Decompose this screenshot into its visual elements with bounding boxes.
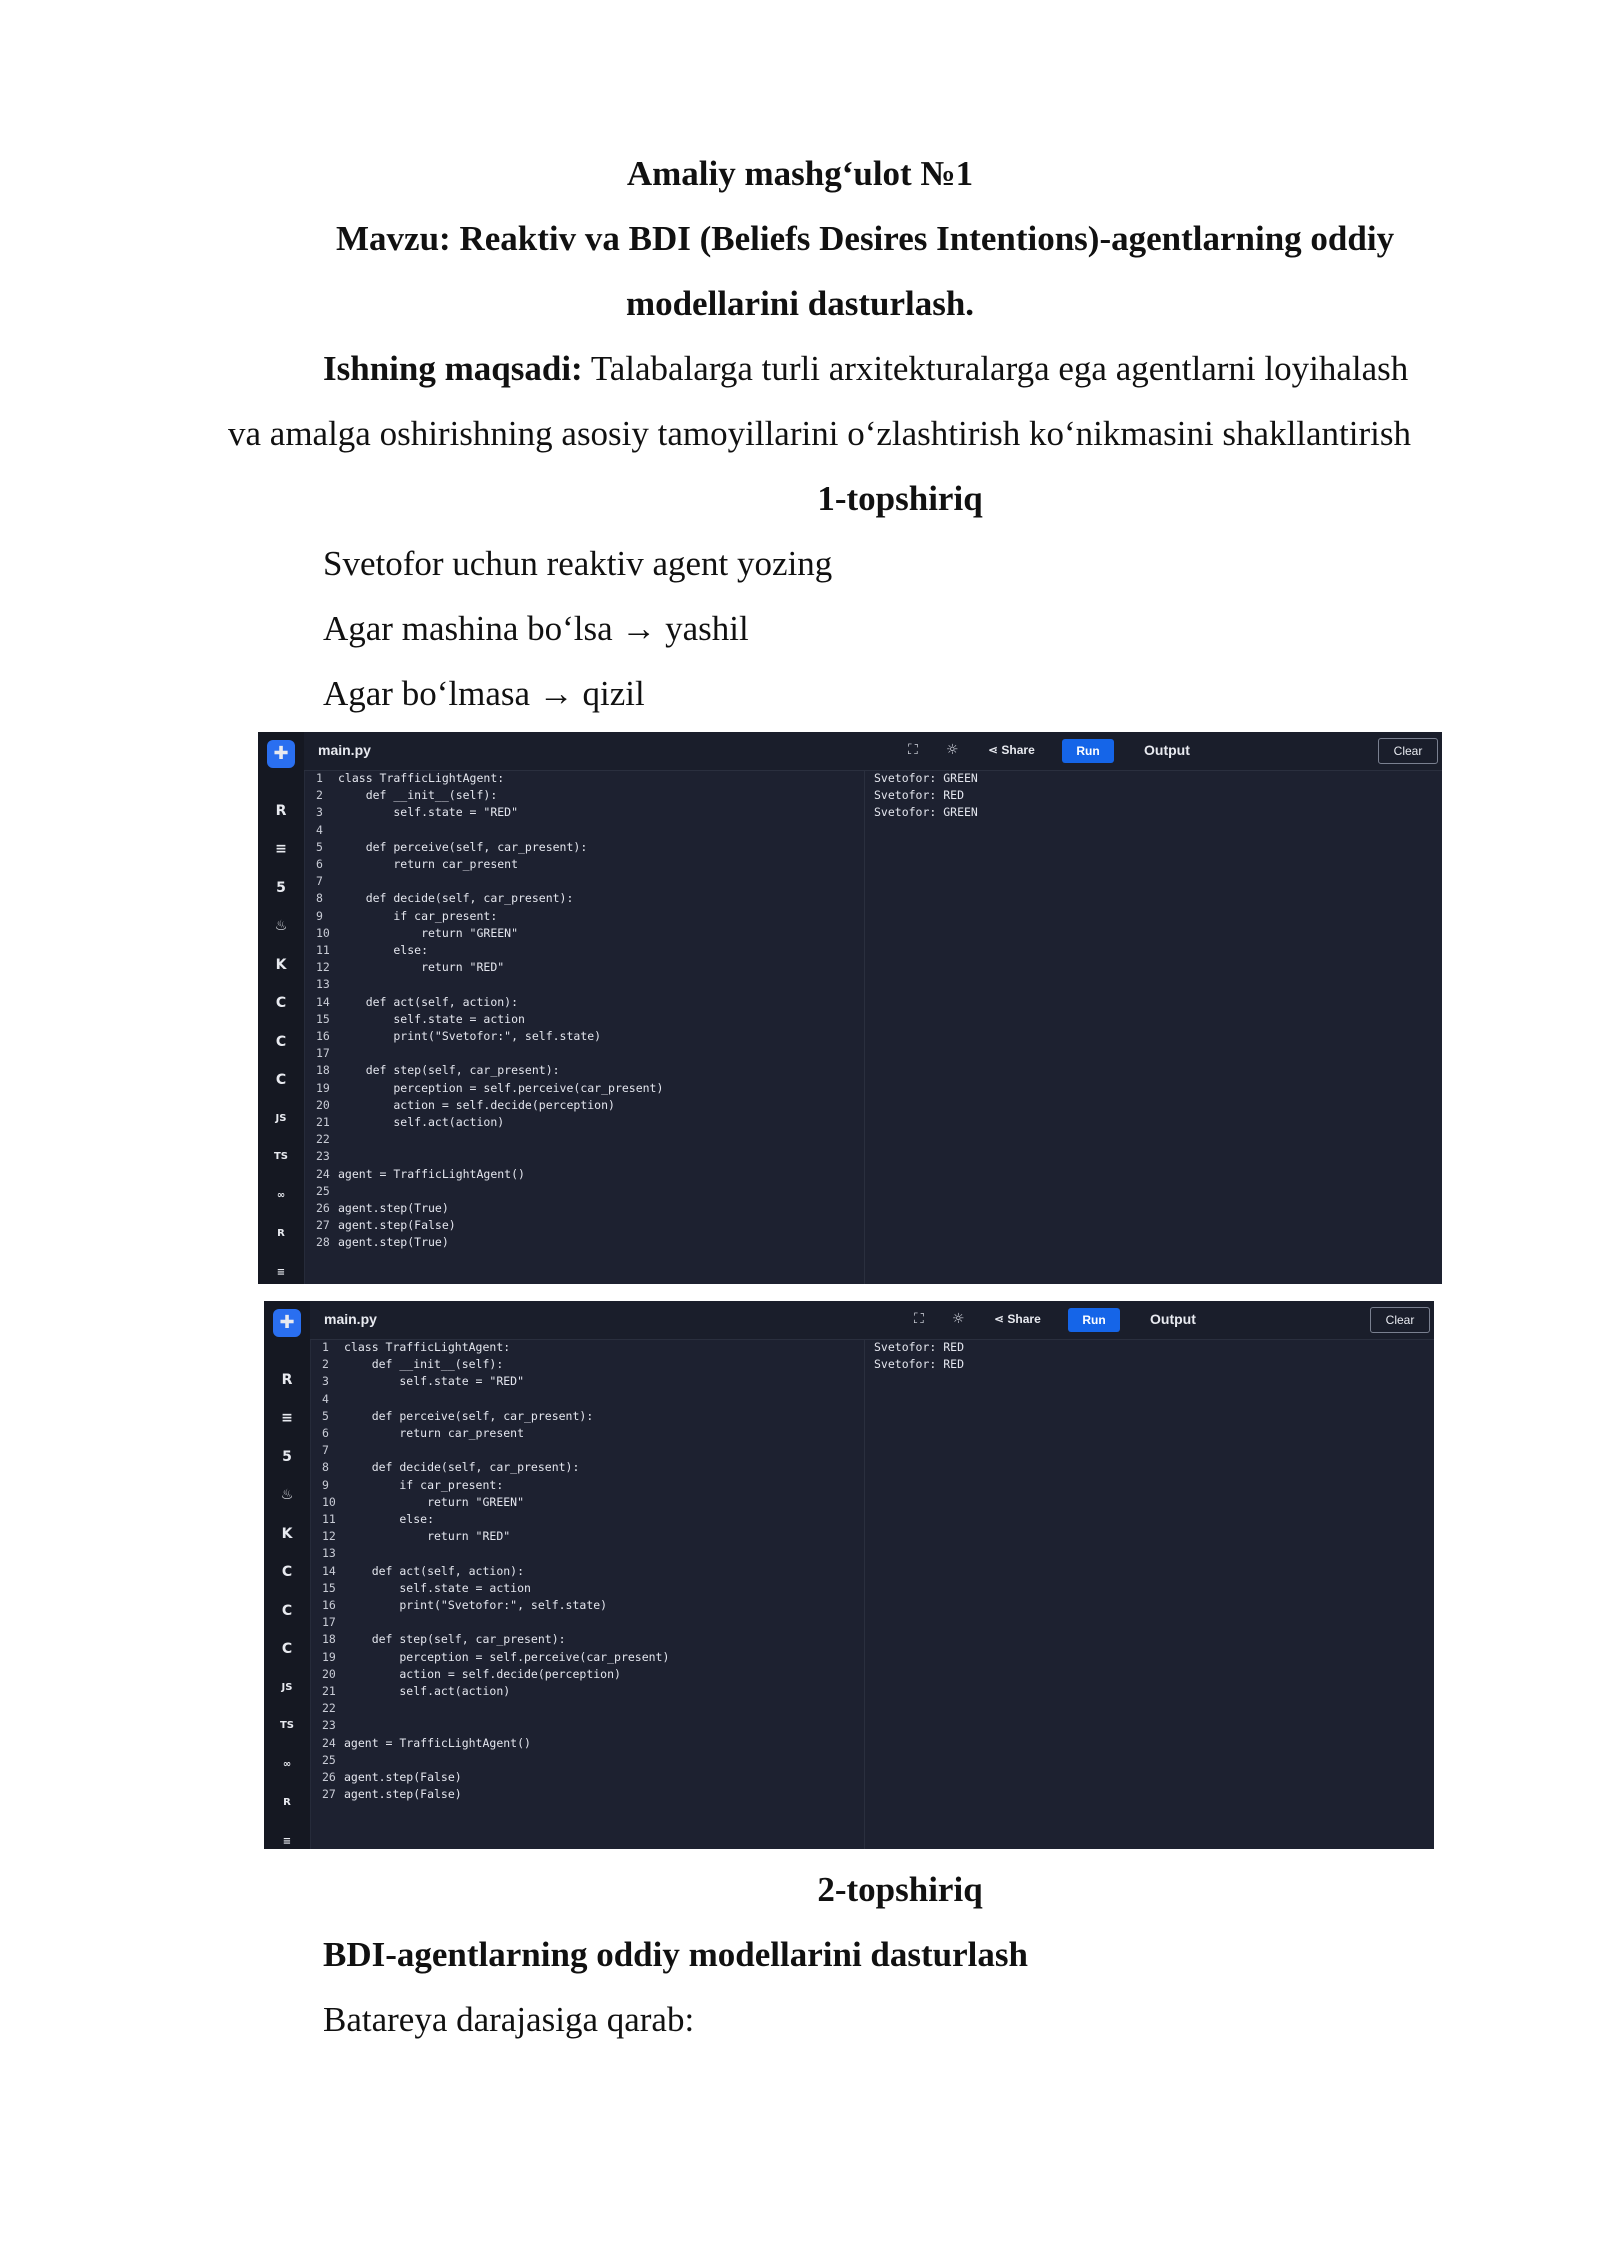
- code-line: [316, 1062, 663, 1079]
- rust-icon[interactable]: R: [277, 1228, 285, 1239]
- code-line: [322, 1528, 669, 1545]
- line-number: 2: [322, 1357, 329, 1372]
- database-icon[interactable]: ≡: [282, 1835, 292, 1847]
- database-icon[interactable]: ≡: [276, 1266, 286, 1278]
- code-line: [322, 1356, 669, 1373]
- output-area: [874, 1339, 964, 1373]
- code-text: agent = TrafficLightAgent(): [344, 1735, 531, 1750]
- cpp-icon[interactable]: C: [275, 1033, 287, 1050]
- ts-icon[interactable]: TS: [279, 1720, 295, 1731]
- code-line: [322, 1735, 669, 1752]
- output-area: [874, 770, 978, 822]
- line-number: 12: [316, 960, 330, 975]
- code-line: [322, 1373, 669, 1390]
- line-number: 6: [316, 857, 323, 872]
- code-line: [316, 873, 663, 890]
- theme-toggle-icon[interactable]: ☼: [946, 742, 959, 758]
- line-number: 14: [316, 994, 330, 1009]
- theme-toggle-icon[interactable]: ☼: [952, 1311, 965, 1327]
- task2-heading: 2-topshiriq: [817, 1870, 983, 1909]
- code-editor-screenshot-1: [258, 732, 1442, 1284]
- code-line: [316, 959, 663, 976]
- task1-line-1: Svetofor uchun reaktiv agent yozing: [323, 544, 833, 583]
- code-line: [322, 1717, 669, 1734]
- code-line: [322, 1769, 669, 1786]
- code-line: [316, 1183, 663, 1200]
- code-text: return "RED": [344, 1529, 511, 1544]
- ts-icon[interactable]: TS: [273, 1151, 289, 1162]
- html-icon[interactable]: 5: [282, 1448, 292, 1465]
- line-number: 12: [322, 1529, 336, 1544]
- code-text: agent.step(False): [344, 1787, 462, 1802]
- code-text: self.state = action: [344, 1580, 531, 1595]
- code-line: [316, 1011, 663, 1028]
- code-text: return car_present: [338, 857, 519, 872]
- code-text: perception = self.perceive(car_present): [338, 1080, 664, 1095]
- code-line: [322, 1408, 669, 1425]
- output-line: Svetofor: RED: [874, 788, 965, 803]
- code-text: self.act(action): [338, 1115, 505, 1130]
- code-text: def perceive(self, car_present):: [344, 1408, 594, 1423]
- line-number: 10: [322, 1494, 336, 1509]
- line-number: 3: [316, 805, 323, 820]
- code-line: [316, 1114, 663, 1131]
- line-number: 6: [322, 1426, 329, 1441]
- code-line: [322, 1666, 669, 1683]
- line-number: 13: [316, 977, 330, 992]
- code-line: [322, 1442, 669, 1459]
- code-line: [316, 976, 663, 993]
- line-number: 2: [316, 788, 323, 803]
- code-text: def decide(self, car_present):: [344, 1460, 580, 1475]
- line-number: 13: [322, 1546, 336, 1561]
- code-line: [322, 1786, 669, 1803]
- code-text: self.state = action: [338, 1011, 525, 1026]
- code-text: self.state = "RED": [344, 1374, 525, 1389]
- code-text: return "RED": [338, 960, 505, 975]
- page-title: Amaliy mashg‘ulot №1: [626, 154, 974, 193]
- goal-line-1: [323, 347, 1408, 391]
- line-number: 3: [322, 1374, 329, 1389]
- code-line: [322, 1580, 669, 1597]
- code-line: [316, 1080, 663, 1097]
- js-icon[interactable]: JS: [275, 1112, 287, 1124]
- code-line: [322, 1477, 669, 1494]
- line-number: 21: [316, 1115, 330, 1130]
- editor-toolbar: [310, 1301, 1434, 1340]
- pane-divider: [864, 770, 865, 1284]
- kotlin-icon[interactable]: K: [281, 1525, 293, 1542]
- line-number: 4: [316, 822, 323, 837]
- code-area[interactable]: [316, 770, 663, 1252]
- code-text: agent.step(True): [338, 1201, 449, 1216]
- line-number: 24: [316, 1166, 330, 1181]
- task2-subheading: BDI-agentlarning oddiy modellarini dasturlash: [323, 1935, 1028, 1974]
- code-text: def decide(self, car_present):: [338, 891, 574, 906]
- c-icon[interactable]: C: [275, 995, 287, 1011]
- code-line: [322, 1563, 669, 1580]
- code-text: action = self.decide(perception): [338, 1097, 615, 1112]
- code-editor-screenshot-2: [264, 1301, 1434, 1849]
- line-number: 18: [316, 1063, 330, 1078]
- line-number: 9: [322, 1477, 329, 1492]
- share-icon: ⋖: [994, 1312, 1008, 1326]
- line-number: 26: [322, 1770, 336, 1785]
- line-number: 8: [322, 1460, 329, 1475]
- code-line: [316, 822, 663, 839]
- output-line: Svetofor: RED: [874, 1357, 965, 1372]
- line-number: 1: [322, 1340, 329, 1354]
- code-line: [316, 1045, 663, 1062]
- code-line: [316, 1028, 663, 1045]
- task1-line-2: Agar mashina bo‘lsa → yashil: [323, 609, 749, 648]
- code-text: return "GREEN": [338, 925, 519, 940]
- share-button[interactable]: [988, 743, 1035, 757]
- task2-line-1: Batareya darajasiga qarab:: [323, 2000, 695, 2039]
- topic-line-1: Mavzu: Reaktiv va BDI (Beliefs Desires Intentions)-agentlarning oddiy: [336, 219, 1395, 258]
- code-line: [322, 1752, 669, 1769]
- code-text: else:: [344, 1512, 435, 1527]
- code-area[interactable]: [322, 1339, 669, 1803]
- line-number: 15: [322, 1580, 336, 1595]
- code-line: [316, 1097, 663, 1114]
- line-number: 20: [316, 1097, 330, 1112]
- html-icon[interactable]: 5: [276, 879, 286, 896]
- code-text: class TrafficLightAgent:: [338, 771, 505, 785]
- share-button[interactable]: [994, 1312, 1041, 1326]
- line-number: 5: [322, 1408, 329, 1423]
- code-text: return "GREEN": [344, 1494, 525, 1509]
- editor-toolbar: [304, 732, 1442, 771]
- code-text: perception = self.perceive(car_present): [344, 1649, 670, 1664]
- line-number: 15: [316, 1011, 330, 1026]
- clear-button[interactable]: Clear: [1370, 1307, 1430, 1333]
- line-number: 11: [322, 1512, 336, 1527]
- topic-line-2: modellarini dasturlash.: [625, 284, 975, 323]
- go-icon[interactable]: ∞: [282, 1758, 292, 1770]
- c-icon[interactable]: C: [281, 1564, 293, 1580]
- line-number: 21: [322, 1684, 336, 1699]
- python-logo-icon[interactable]: ✚: [273, 1309, 301, 1337]
- code-line: [316, 804, 663, 821]
- share-icon: ⋖: [988, 743, 1002, 757]
- line-number: 27: [316, 1218, 330, 1233]
- java-icon[interactable]: ♨: [280, 1487, 294, 1503]
- code-line: [322, 1459, 669, 1476]
- clear-button[interactable]: Clear: [1378, 738, 1438, 764]
- code-text: if car_present:: [338, 908, 498, 923]
- code-line: [316, 1148, 663, 1165]
- language-sidebar: [264, 1301, 311, 1849]
- line-number: 23: [322, 1718, 336, 1733]
- code-line: [316, 1131, 663, 1148]
- code-text: if car_present:: [344, 1477, 504, 1492]
- line-number: 16: [322, 1598, 336, 1613]
- line-number: 7: [322, 1443, 329, 1458]
- code-line: [322, 1631, 669, 1648]
- file-tab[interactable]: main.py: [324, 1311, 377, 1327]
- code-text: def __init__(self):: [344, 1357, 504, 1372]
- line-number: 10: [316, 925, 330, 940]
- sql-icon[interactable]: ≡: [281, 1410, 293, 1426]
- rust-icon[interactable]: R: [283, 1797, 291, 1808]
- output-title: Output: [1144, 742, 1190, 758]
- code-line: [316, 942, 663, 959]
- code-line: [322, 1545, 669, 1562]
- code-text: def __init__(self):: [338, 788, 498, 803]
- code-text: def act(self, action):: [338, 994, 519, 1009]
- pane-divider: [864, 1339, 865, 1849]
- code-line: [316, 925, 663, 942]
- fullscreen-icon[interactable]: ⛶: [908, 742, 918, 758]
- code-line: [322, 1649, 669, 1666]
- line-number: 19: [316, 1080, 330, 1095]
- r-icon[interactable]: R: [281, 1371, 293, 1388]
- cpp-icon[interactable]: C: [281, 1602, 293, 1619]
- code-text: print("Svetofor:", self.state): [344, 1598, 608, 1613]
- go-icon[interactable]: ∞: [276, 1189, 286, 1201]
- line-number: 24: [322, 1735, 336, 1750]
- line-number: 5: [316, 839, 323, 854]
- code-line: [316, 1234, 663, 1251]
- code-line: [322, 1425, 669, 1442]
- code-text: agent.step(False): [338, 1218, 456, 1233]
- code-line: [322, 1700, 669, 1717]
- line-number: 20: [322, 1666, 336, 1681]
- share-label: Share: [1001, 743, 1035, 757]
- code-text: def step(self, car_present):: [344, 1632, 566, 1647]
- task1-heading: 1-topshiriq: [817, 479, 983, 518]
- output-line: Svetofor: RED: [874, 1340, 965, 1354]
- line-number: 28: [316, 1235, 330, 1250]
- code-line: [322, 1494, 669, 1511]
- python-logo-icon[interactable]: ✚: [267, 740, 295, 768]
- line-number: 26: [316, 1201, 330, 1216]
- line-number: 19: [322, 1649, 336, 1664]
- line-number: 9: [316, 908, 323, 923]
- code-line: [322, 1683, 669, 1700]
- run-button[interactable]: Run: [1068, 1308, 1120, 1332]
- code-line: [322, 1597, 669, 1614]
- output-title: Output: [1150, 1311, 1196, 1327]
- code-line: [316, 839, 663, 856]
- code-line: [322, 1339, 669, 1356]
- line-number: 27: [322, 1787, 336, 1802]
- line-number: 8: [316, 891, 323, 906]
- code-text: agent.step(True): [338, 1235, 449, 1250]
- code-text: class TrafficLightAgent:: [344, 1340, 511, 1354]
- code-text: def step(self, car_present):: [338, 1063, 560, 1078]
- code-line: [316, 1200, 663, 1217]
- file-tab[interactable]: main.py: [318, 742, 371, 758]
- code-text: agent.step(False): [344, 1770, 462, 1785]
- code-line: [322, 1614, 669, 1631]
- fullscreen-icon[interactable]: ⛶: [914, 1311, 924, 1327]
- line-number: 25: [316, 1183, 330, 1198]
- code-text: print("Svetofor:", self.state): [338, 1029, 602, 1044]
- code-line: [322, 1511, 669, 1528]
- output-line: Svetofor: GREEN: [874, 805, 978, 820]
- csharp-icon[interactable]: C: [275, 1072, 287, 1088]
- code-line: [316, 890, 663, 907]
- code-text: self.act(action): [344, 1684, 511, 1699]
- js-icon[interactable]: JS: [281, 1681, 293, 1693]
- kotlin-icon[interactable]: K: [275, 956, 287, 973]
- code-text: agent = TrafficLightAgent(): [338, 1166, 525, 1181]
- sql-icon[interactable]: ≡: [275, 841, 287, 857]
- line-number: 1: [316, 771, 323, 785]
- code-line: [316, 994, 663, 1011]
- line-number: 18: [322, 1632, 336, 1647]
- code-text: return car_present: [344, 1426, 525, 1441]
- java-icon[interactable]: ♨: [274, 918, 288, 934]
- task1-line-3: Agar bo‘lmasa → qizil: [323, 674, 645, 713]
- share-label: Share: [1007, 1312, 1041, 1326]
- line-number: 4: [322, 1391, 329, 1406]
- line-number: 16: [316, 1029, 330, 1044]
- line-number: 25: [322, 1752, 336, 1767]
- code-line: [316, 1217, 663, 1234]
- code-text: def act(self, action):: [344, 1563, 525, 1578]
- code-line: [322, 1391, 669, 1408]
- code-text: else:: [338, 943, 429, 958]
- line-number: 11: [316, 943, 330, 958]
- run-button[interactable]: Run: [1062, 739, 1114, 763]
- line-number: 14: [322, 1563, 336, 1578]
- goal-line-2: va amalga oshirishning asosiy tamoyillarini o‘zlashtirish ko‘nikmasini shakllantirish: [228, 414, 1412, 453]
- code-line: [316, 770, 663, 787]
- code-line: [316, 908, 663, 925]
- line-number: 17: [316, 1046, 330, 1061]
- code-line: [316, 787, 663, 804]
- r-icon[interactable]: R: [275, 802, 287, 819]
- language-sidebar: [258, 732, 305, 1284]
- line-number: 23: [316, 1149, 330, 1164]
- code-text: def perceive(self, car_present):: [338, 839, 588, 854]
- goal-label: Ishning maqsadi:: [323, 349, 583, 388]
- line-number: 22: [322, 1701, 336, 1716]
- line-number: 17: [322, 1615, 336, 1630]
- code-line: [316, 1166, 663, 1183]
- code-text: action = self.decide(perception): [344, 1666, 621, 1681]
- csharp-icon[interactable]: C: [281, 1641, 293, 1657]
- line-number: 22: [316, 1132, 330, 1147]
- code-text: self.state = "RED": [338, 805, 519, 820]
- output-line: Svetofor: GREEN: [874, 771, 978, 785]
- goal-text-1: Talabalarga turli arxitekturalarga ega agentlarni loyihalash: [582, 349, 1409, 388]
- code-line: [316, 856, 663, 873]
- line-number: 7: [316, 874, 323, 889]
